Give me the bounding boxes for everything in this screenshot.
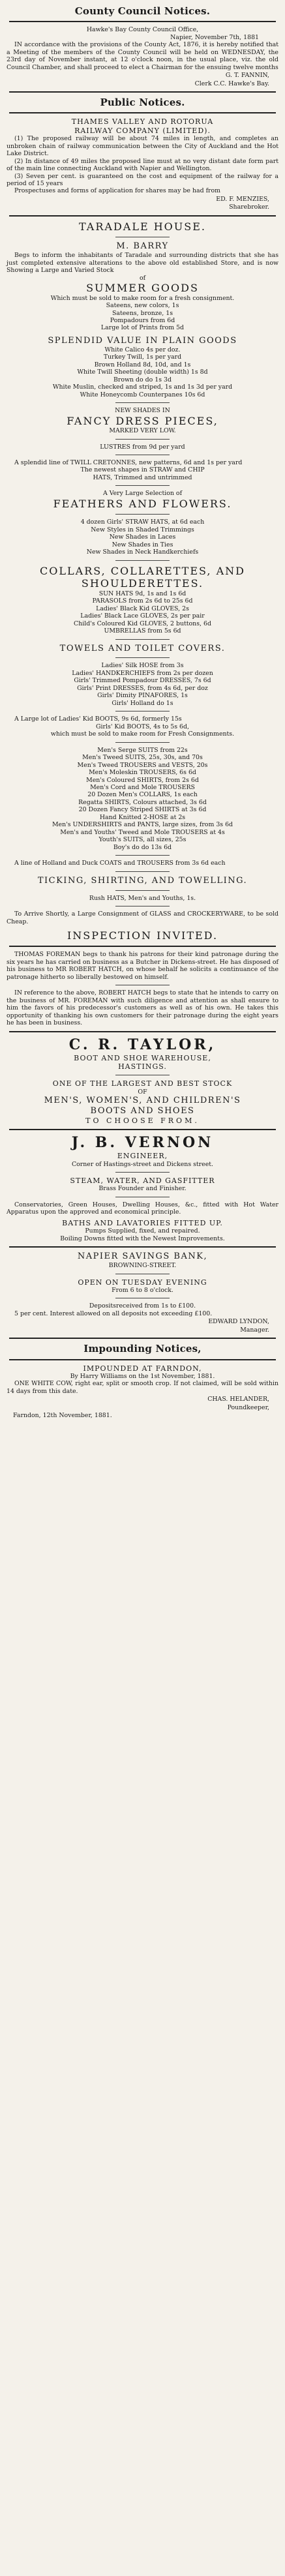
summer-item: Sateens, bronze, 1s [112, 309, 173, 317]
impounding-notices [7, 1343, 278, 1420]
divider [115, 890, 170, 891]
men-item: Youth's SUITS, all sizes, 25s [98, 836, 187, 844]
railway-sig-name: ED. F. MENZIES, [216, 195, 269, 203]
men-item: Men's Tweed SUITS, 25s, 30s, and 70s [82, 754, 203, 762]
butcher-notice [7, 951, 278, 1026]
men-item: Men's UNDERSHIRTS and PANTS, large sizes, from 3s 6d [52, 821, 233, 829]
divider [9, 1246, 276, 1248]
summer-item: Sateens, new colors, 1s [106, 302, 179, 310]
men-item: Regatta SHIRTS, Colours attached, 3s 6d [78, 798, 207, 806]
new-laces: New Shades in Laces [109, 533, 176, 541]
foreman-p1: THOMAS FOREMAN begs to thank his patrons for their kind patronage during the six years he has carried on business as a Butcher in Dickens-street. He has disposed of his business to MR ROBERT HATCH, on whose behalf he solicits a continuance of the patronage hitherto so liberally bestowed on himself. [7, 951, 278, 981]
savings-hours: From 6 to 8 o'clock. [112, 1286, 173, 1294]
dozen-straw: 4 dozen Girls' STRAW HATS, at 6d each [80, 518, 205, 526]
divider [9, 946, 276, 947]
divider [115, 855, 170, 856]
taradale-intro: Begs to inform the inhabitants of Taradale and surrounding districts that she has just completed extensive alterations to the above old established Store, and is now Showing a Large and Varied Stock [7, 252, 278, 275]
ladies-kid: Ladies' Black Kid GLOVES, 2s [96, 605, 189, 612]
pinafores: Girls' Dimity PINAFORES, 1s [97, 692, 188, 700]
divider [9, 91, 276, 93]
summer-item: Pompadours from 6d [110, 317, 175, 325]
rush-hats: Rush HATS, Men's and Youths, 1s. [89, 894, 196, 902]
kid-boots: Girls' Kid BOOTS, 4s to 5s 6d, [96, 723, 189, 730]
council-sig-title: Clerk C.C. Hawke's Bay. [194, 80, 269, 87]
childs-gloves: Child's Coloured Kid GLOVES, 2 buttons, 6d [74, 620, 211, 627]
men-item: Men's Coloured SHIRTS, from 2s 6d [86, 776, 199, 784]
taradale-owner: M. BARRY [116, 241, 169, 252]
railway-p1: (1) The proposed railway will be about 74 miles in length, and completes an unbroken chain of railway communication between the City of Auckland and the Hot Lake District. [7, 135, 278, 158]
railway-sig-title: Sharebroker. [229, 203, 269, 211]
vernon-boiling: Boiling Downs fitted with the Newest Improvements. [60, 1235, 225, 1242]
taradale-title: TARADALE HOUSE. [78, 220, 206, 233]
splendid-value: SPLENDID VALUE IN PLAIN GOODS [48, 335, 237, 346]
straw-line-2: HATS, Trimmed and untrimmed [93, 473, 192, 481]
impounding-sig-title: Poundkeeper, [227, 1403, 269, 1411]
divider [115, 560, 170, 561]
very-large: A Very Large Selection of [102, 490, 183, 498]
holland-coats: A line of Holland and Duck COATS and TROUSERS from 3s 6d each [14, 860, 226, 867]
impounded-by: By Harry Williams on the 1st November, 1881. [70, 1372, 215, 1380]
impounding-sig: CHAS. HELANDER, [207, 1396, 269, 1403]
ladies-boots: A Large lot of Ladies' Kid BOOTS, 9s 6d, formerly 15s [14, 715, 182, 723]
cretonnes: A splendid line of TWILL CRETONNES, new patterns, 6d and 1s per yard [14, 459, 243, 467]
plain-item: White Calico 4s per doz. [104, 346, 181, 353]
vernon-advert [7, 1134, 278, 1242]
men-item: Men's Moleskin TROUSERS, 6s 6d [89, 769, 196, 777]
divider [115, 514, 170, 515]
men-item: Men's Tweed TROUSERS and VESTS, 20s [77, 761, 208, 769]
men-item: Men's Cord and Mole TROUSERS [90, 784, 195, 792]
impounding-heading: Impounding Notices, [83, 1343, 202, 1355]
print-dresses: Girls' Print DRESSES, from 4s 6d, per doz [77, 684, 208, 692]
plain-item: White Twill Sheeting (double width) 1s 8d [77, 368, 208, 376]
vernon-name: J. B. VERNON [71, 1134, 214, 1152]
railway-p2: (2) In distance of 49 miles the proposed line must at no very distant date form part of the main line connecting Auckland with Napier and Wellington. [7, 157, 278, 173]
inspection-invited: INSPECTION INVITED. [67, 929, 218, 942]
must-be-sold: which must be sold to make room for Fresh Consignments. [50, 730, 235, 738]
divider [9, 1129, 276, 1130]
impounded-title: IMPOUNDED AT FARNDON, [83, 1364, 202, 1373]
fancy-dress: FANCY DRESS PIECES, [67, 414, 218, 427]
girls-holland: Girls' Holland do 1s [112, 699, 173, 707]
savings-title: NAPIER SAVINGS BANK, [77, 1251, 208, 1262]
savings-open: OPEN ON TUESDAY EVENING [78, 1278, 207, 1287]
public-notices-heading: Public Notices. [100, 97, 185, 109]
council-heading: County Council Notices. [74, 5, 211, 17]
council-notice [7, 5, 278, 87]
divider [9, 21, 276, 22]
men-item: 20 Dozen Fancy Striped SHIRTS at 3s 6d [78, 806, 207, 814]
shoulderettes: SHOULDERETTES. [81, 577, 204, 590]
divider [9, 215, 276, 217]
taylor-mens: MEN'S, WOMEN'S, AND CHILDREN'S [44, 1096, 241, 1106]
council-office: Hawke's Bay County Council Office, [86, 26, 199, 34]
umbrellas: UMBRELLAS from 5s 6d [104, 627, 181, 635]
taradale-advert [7, 220, 278, 942]
savings-deposits: Depositsreceived from 1s to £100. [89, 1302, 196, 1310]
council-date: Napier, November 7th, 1881 [170, 33, 259, 41]
divider [115, 657, 170, 658]
taylor-place: HASTINGS. [118, 1062, 167, 1071]
divider [9, 1338, 276, 1339]
men-item: Men's Serge SUITS from 22s [97, 746, 188, 754]
collars: COLLARS, COLLARETTES, AND [40, 564, 245, 577]
pompadour: Girls' Trimmed Pompadour DRESSES, 7s 6d [74, 677, 211, 685]
taylor-sub: BOOT AND SHOE WAREHOUSE, [74, 1053, 211, 1062]
new-ties: New Shades in Ties [112, 541, 173, 548]
men-item: Boy's do do 13s 6d [113, 843, 172, 851]
taylor-name: C. R. TAYLOR, [68, 1036, 217, 1053]
summer-goods: SUMMER GOODS [86, 282, 199, 295]
vernon-steam: STEAM, WATER, AND GASFITTER [70, 1176, 215, 1186]
impounded-body: ONE WHITE COW, right ear, split or smooth crop. If not claimed, will be sold within 14 days from this date. [7, 1380, 278, 1395]
taylor-choose: TO CHOOSE FROM. [85, 1116, 200, 1125]
savings-interest: 5 per cent. Interest allowed on all deposits not exceeding £100. [14, 1310, 213, 1317]
vernon-brass: Brass Founder and Finisher. [98, 1185, 187, 1193]
ladies-lace: Ladies' Black Lace GLOVES, 2s per pair [80, 612, 205, 620]
vernon-baths: BATHS AND LAVATORIES FITTED UP. [62, 1218, 223, 1227]
straw-line-1: The newest shapes in STRAW and CHIP [80, 466, 205, 474]
taylor-advert [7, 1036, 278, 1126]
savings-sig: EDWARD LYNDON, [208, 1318, 269, 1326]
public-notices [7, 97, 278, 211]
divider [115, 402, 170, 403]
taylor-of: OF [138, 1088, 147, 1096]
new-neck: New Shades in Neck Handkerchiefs [86, 548, 199, 556]
divider [115, 439, 170, 440]
new-shades: NEW SHADES IN [115, 407, 170, 415]
foreman-p2: IN reference to the above, ROBERT HATCH begs to state that he intends to carry on the business of MR. FOREMAN with such diligence and attention as shall ensure to him the favors of his predecessor's customers as well as of his own. He takes this opportunity of thanking his own customers for their patronage during the eight years he has been in business. [7, 989, 278, 1027]
lustres: LUSTRES from 9d per yard [100, 443, 185, 451]
summer-item: Large lot of Prints from 5d [100, 324, 185, 332]
railway-p3: (3) Seven per cent. is guaranteed on the cost and equipment of the railway for a period of 15 years [7, 172, 278, 187]
council-body: IN accordance with the provisions of the County Act, 1876, it is hereby notified that a Meeting of the members of the County Council will be held on WEDNESDAY, the 23rd day of November instant, at 12 o'clock noon, in the usual place, viz. the old Council Chamber, and shall proceed to elect a Chairman for the ensuing twelve months [7, 41, 278, 71]
council-sig-name: G. T. FANNIN, [225, 72, 269, 80]
plain-item: Brown Holland 8d, 10d, and 1s [94, 361, 191, 368]
plain-item: Turkey Twill, 1s per yard [103, 353, 182, 361]
towels: TOWELS AND TOILET COVERS. [59, 643, 226, 653]
arrive-shortly: To Arrive Shortly, a Large Consignment of GLASS and CROCKERYWARE, to be sold Cheap. [7, 910, 278, 925]
men-item: 20 Dozen Men's COLLARS, 1s each [87, 791, 198, 799]
men-item: Hand Knitted 2-HOSE at 2s [99, 813, 186, 821]
savings-street: BROWNING-STREET. [108, 1262, 177, 1270]
feathers-flowers: FEATHERS AND FLOWERS. [53, 497, 232, 510]
men-item: Men's and Youths' Tweed and Mole TROUSERS at 4s [60, 828, 225, 836]
divider [115, 639, 170, 640]
divider [115, 742, 170, 743]
handkerchiefs: Ladies' HANDKERCHIEFS from 2s per dozen [72, 669, 213, 677]
impounding-date: Farndon, 12th November, 1881. [13, 1412, 112, 1420]
vernon-body: Conservatories, Green Houses, Dwelling Houses, &c., fitted with Hot Water Apparatus upon the approved and economical principle. [7, 1201, 278, 1216]
summer-made-up: Which must be sold to make room for a fresh consignment. [50, 294, 235, 302]
new-styles: New Styles in Shaded Trimmings [91, 526, 194, 533]
vernon-corner: Corner of Hastings-street and Dickens street. [71, 1160, 214, 1168]
divider [9, 1359, 276, 1360]
vernon-engineer: ENGINEER, [117, 1152, 168, 1161]
railway-title-1: THAMES VALLEY AND ROTORUA [71, 117, 214, 127]
savings-sig-title: Manager. [240, 1326, 269, 1334]
ticking: TICKING, SHIRTING, AND TOWELLING. [37, 875, 248, 886]
plain-item: Brown do do 1s 3d [113, 376, 172, 383]
divider [115, 871, 170, 872]
sun-hats: SUN HATS 9d, 1s and 1s 6d [98, 590, 187, 597]
divider [115, 485, 170, 486]
taylor-boots: BOOTS AND SHOES [90, 1106, 195, 1116]
divider [9, 112, 276, 113]
marked-low: MARKED VERY LOW. [109, 427, 176, 435]
taradale-of: of [139, 274, 146, 282]
divider [115, 1172, 170, 1173]
parasols: PARASOLS from 2s 6d to 25s 6d [92, 597, 193, 605]
plain-item: White Honeycomb Counterpanes 10s 6d [80, 391, 205, 398]
plain-item: White Muslin, checked and striped, 1s and 1s 3d per yard [52, 383, 233, 391]
silk-hose: Ladies' Silk HOSE from 3s [101, 662, 184, 670]
railway-p4: Prospectuses and forms of application for shares may be had from [14, 187, 221, 195]
savings-bank [7, 1251, 278, 1334]
railway-title-2: RAILWAY COMPANY (LIMITED). [74, 126, 211, 135]
vernon-pumps: Pumps Supplied, fixed, and repaired. [85, 1227, 200, 1235]
taylor-one-of: ONE OF THE LARGEST AND BEST STOCK [52, 1079, 233, 1088]
divider [9, 1031, 276, 1032]
